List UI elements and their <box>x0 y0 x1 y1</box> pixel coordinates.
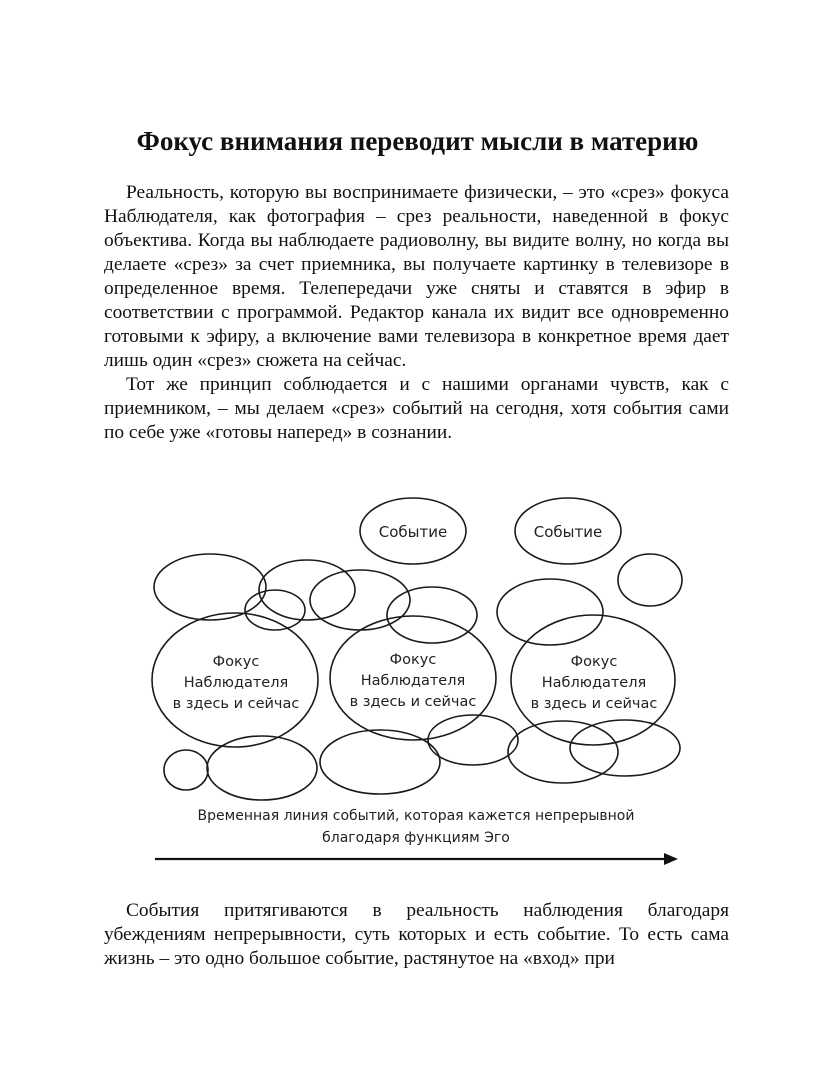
event-oval <box>154 554 266 620</box>
focus-label-line: в здесь и сейчас <box>530 696 658 712</box>
text-block-top <box>104 181 729 445</box>
focus-label-line: Наблюдателя <box>541 675 647 691</box>
paragraph: Тот же принцип соблюдается и с нашими органами чувств, как с приемником, – мы делаем «срез» событий на сегодня, хотя события сами по себе уже «готовы наперед» в сознании. <box>104 374 729 443</box>
text-block-bottom <box>104 899 729 971</box>
timeline-arrowhead-icon <box>664 853 678 865</box>
event-oval <box>570 720 680 776</box>
paragraph: Реальность, которую вы воспринимаете физически, – это «срез» фокуса Наблюдателя, как фотография – срез реальности, наведенной в фокус объектива. Когда вы наблюдаете радиоволну, вы видите волну, но когда вы делаете «срез» за счет приемника, вы получаете картинку в телевизоре в определенное время. Телепередачи уже сняты и ставятся в эфир в соответствии с программой. Редактор канала их видит все одновременно готовыми к эфиру, а включение вами телевизора в конкретное время дает лишь один «срез» сюжета на сейчас. <box>104 182 729 371</box>
focus-label-line: Наблюдателя <box>183 675 289 691</box>
event-oval <box>497 579 603 645</box>
event-oval <box>618 554 682 606</box>
event-oval <box>387 587 477 643</box>
timeline-caption: благодаря функциям Эго <box>322 830 510 846</box>
event-oval <box>320 730 440 794</box>
focus-label-line: в здесь и сейчас <box>172 696 300 712</box>
focus-label-line: Фокус <box>570 654 618 670</box>
event-oval <box>207 736 317 800</box>
event-label: Событие <box>533 523 603 541</box>
diagram-canvas <box>0 490 835 880</box>
event-label: Событие <box>378 523 448 541</box>
focus-label-line: Фокус <box>389 652 437 668</box>
event-oval <box>245 590 305 630</box>
timeline-caption: Временная линия событий, которая кажется непрерывной <box>197 808 635 824</box>
paragraph: События притягиваются в реальность наблюдения благодаря убеждениям непрерывности, суть которых и есть событие. То есть сама жизнь – это одно большое событие, растянутое на «вход» при <box>104 900 729 969</box>
chapter-title: Фокус внимания переводит мысли в материю <box>136 126 699 156</box>
event-oval <box>164 750 208 790</box>
focus-label-line: в здесь и сейчас <box>349 694 477 710</box>
event-oval <box>428 715 518 765</box>
focus-label-line: Фокус <box>212 654 260 670</box>
focus-label-line: Наблюдателя <box>360 673 466 689</box>
focus-diagram <box>0 490 835 880</box>
